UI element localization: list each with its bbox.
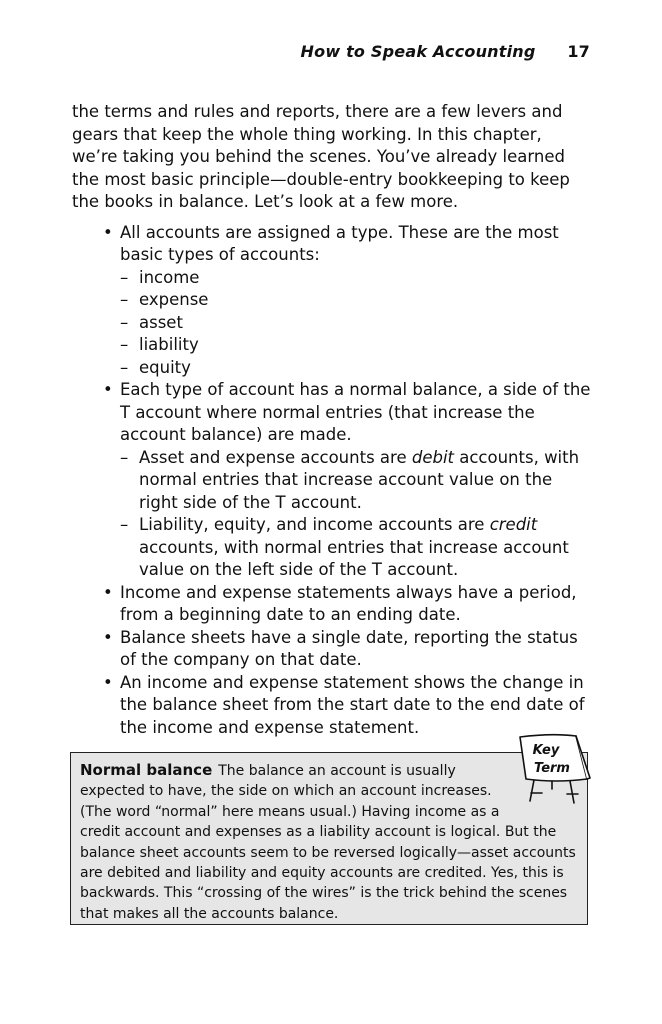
bullet-list (72, 222, 592, 740)
header-title: How to Speak Accounting (300, 42, 536, 61)
intro-paragraph: the terms and rules and reports, there are a few levers and gears that keep the whole thing working. In this chapter, we’re taking you behind the scenes. You’ve already learned the most basic principle—double-entry bookkeeping to keep the books in balance. Let’s look at a few more. (72, 102, 570, 211)
icon-text: Key (532, 743, 560, 758)
emphasis-debit: debit (411, 447, 454, 467)
sub-item-text: accounts, with normal entries that increase account value on the left side of the T account. (139, 537, 569, 579)
account-type-item: – liability (139, 334, 592, 357)
running-header (301, 42, 590, 61)
account-type-item: – expense (139, 289, 592, 312)
sub-list-item (139, 514, 592, 582)
key-term-paragraph (80, 760, 578, 924)
account-type-item: – asset (139, 312, 592, 335)
icon-text: Term (534, 761, 570, 776)
list-item: • An income and expense statement shows the change in the balance sheet from the start date to the end date of the income and expense statement. (120, 672, 592, 740)
key-term-easel-icon (512, 731, 592, 813)
key-term-box (70, 752, 588, 925)
bullet-text: Each type of account has a normal balance, a side of the T account where normal entries (that increase the account balance) are made. (120, 380, 591, 444)
sub-list-item (139, 447, 592, 515)
account-type-list (120, 267, 592, 380)
list-item: • Income and expense statements always have a period, from a beginning date to an ending date. (120, 582, 592, 627)
sub-item-text: Asset and expense accounts are (139, 447, 412, 467)
bullet-text: All accounts are assigned a type. These are the most basic types of accounts: (120, 222, 559, 264)
account-type-item: – income (139, 267, 592, 290)
sub-item-text: accounts, with normal entries that increase account value on the right side of the T account. (139, 447, 580, 512)
page-number: 17 (567, 42, 590, 61)
key-term-definition: The balance an account is usually expected to have, the side on which an account increases. (The word “normal” here means usual.) Having income as a credit account and expenses as a liability account is logical. But the balance sheet accounts seem to be reversed logically—asset accounts are debited and liability and equity accounts are credited. Yes, this is backwards. This “crossing of the wires” is the trick behind the scenes that makes all the accounts balance. (80, 763, 576, 922)
list-item: • Balance sheets have a single date, reporting the status of the company on that date. (120, 627, 592, 672)
key-term-title: Normal balance (80, 761, 213, 779)
normal-balance-sublist (120, 447, 592, 582)
sub-item-text: Liability, equity, and income accounts are (139, 515, 490, 534)
list-item (120, 379, 592, 582)
account-type-item: – equity (139, 357, 592, 380)
page-body (72, 101, 592, 739)
emphasis-credit: credit (489, 515, 538, 534)
list-item (120, 222, 592, 380)
